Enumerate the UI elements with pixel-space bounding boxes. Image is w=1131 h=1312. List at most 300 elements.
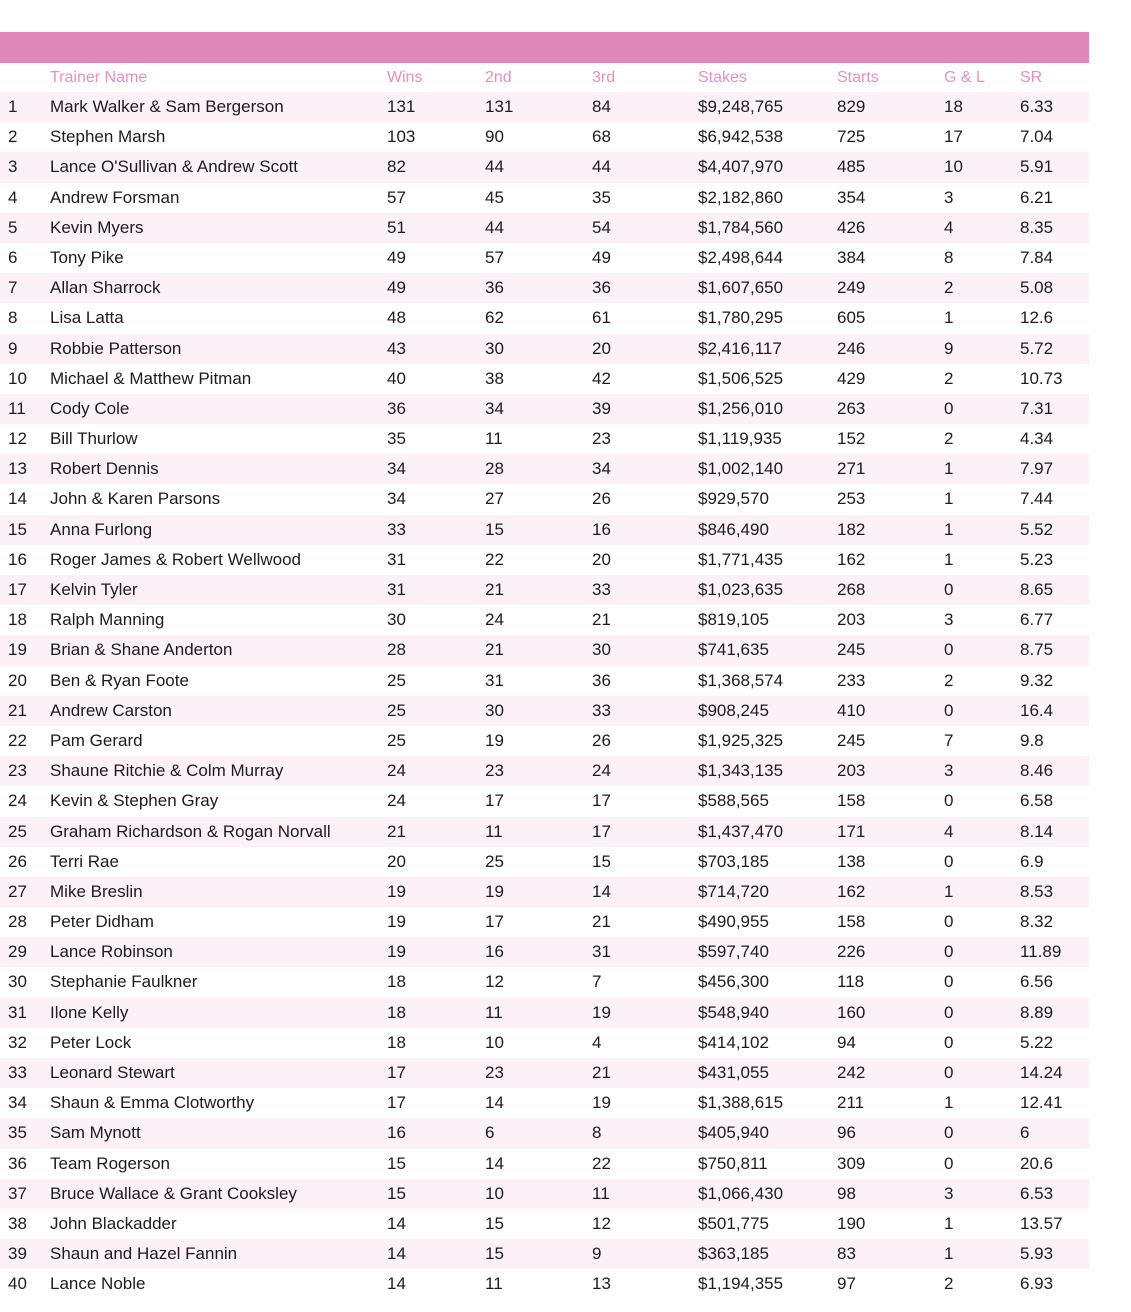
cell-group-listed: 3 bbox=[944, 761, 954, 781]
cell-rank: 24 bbox=[8, 791, 27, 811]
cell-second: 62 bbox=[485, 308, 504, 328]
cell-second: 28 bbox=[485, 459, 504, 479]
cell-third: 61 bbox=[592, 308, 611, 328]
cell-trainer-name: Kelvin Tyler bbox=[50, 580, 138, 599]
cell-stakes: $908,245 bbox=[698, 700, 769, 720]
table-row bbox=[0, 937, 1089, 967]
cell-wins: 16 bbox=[387, 1123, 406, 1143]
cell-trainer-name: Michael & Matthew Pitman bbox=[50, 368, 252, 388]
cell-rank: 33 bbox=[8, 1063, 27, 1082]
cell-stakes: $1,780,295 bbox=[698, 308, 784, 328]
cell-second: 23 bbox=[485, 1063, 504, 1082]
cell-trainer-name: Shaun & Emma Clotworthy bbox=[50, 1093, 255, 1113]
cell-wins: 21 bbox=[387, 821, 406, 841]
cell-wins: 28 bbox=[387, 640, 406, 660]
cell-third: 8 bbox=[592, 1123, 602, 1143]
cell-second: 10 bbox=[485, 1183, 504, 1203]
cell-second: 16 bbox=[485, 942, 504, 962]
cell-wins: 18 bbox=[387, 972, 406, 992]
cell-third: 12 bbox=[592, 1213, 611, 1233]
cell-second: 21 bbox=[485, 640, 504, 660]
table-row bbox=[0, 967, 1089, 997]
cell-wins: 49 bbox=[387, 278, 406, 298]
table-row bbox=[0, 998, 1089, 1028]
cell-second: 23 bbox=[485, 761, 504, 781]
cell-third: 49 bbox=[592, 247, 611, 267]
cell-strike-rate: 12.6 bbox=[1020, 308, 1054, 328]
cell-wins: 24 bbox=[387, 791, 406, 811]
cell-trainer-name: John & Karen Parsons bbox=[50, 489, 221, 509]
header-group-listed: G & L bbox=[944, 69, 985, 86]
header-stakes: Stakes bbox=[698, 69, 747, 86]
table-row bbox=[0, 1269, 1089, 1299]
cell-group-listed: 10 bbox=[944, 157, 963, 177]
cell-strike-rate: 9.32 bbox=[1020, 670, 1054, 690]
cell-second: 15 bbox=[485, 1244, 504, 1264]
cell-strike-rate: 8.53 bbox=[1020, 881, 1054, 901]
cell-trainer-name: Ben & Ryan Foote bbox=[50, 670, 189, 690]
cell-strike-rate: 8.89 bbox=[1020, 1002, 1054, 1022]
cell-strike-rate: 12.41 bbox=[1020, 1093, 1063, 1113]
cell-starts: 158 bbox=[837, 791, 866, 811]
cell-stakes: $846,490 bbox=[698, 519, 769, 539]
cell-wins: 17 bbox=[387, 1093, 406, 1113]
cell-strike-rate: 6.21 bbox=[1020, 187, 1054, 207]
cell-trainer-name: Kevin Myers bbox=[50, 217, 144, 237]
cell-wins: 57 bbox=[387, 187, 406, 207]
cell-stakes: $1,607,650 bbox=[698, 278, 784, 298]
table-body bbox=[0, 92, 1089, 1300]
cell-second: 44 bbox=[485, 217, 504, 237]
header-third: 3rd bbox=[592, 69, 616, 86]
cell-wins: 30 bbox=[387, 610, 406, 630]
cell-strike-rate: 14.24 bbox=[1020, 1063, 1063, 1082]
cell-trainer-name: Kevin & Stephen Gray bbox=[50, 791, 219, 811]
cell-strike-rate: 4.34 bbox=[1020, 429, 1054, 449]
cell-wins: 40 bbox=[387, 368, 406, 388]
cell-starts: 384 bbox=[837, 247, 866, 267]
cell-strike-rate: 6 bbox=[1020, 1123, 1030, 1143]
cell-third: 68 bbox=[592, 127, 611, 147]
cell-starts: 605 bbox=[837, 308, 866, 328]
cell-group-listed: 0 bbox=[944, 1002, 954, 1022]
table-row bbox=[0, 696, 1089, 726]
table-row bbox=[0, 1028, 1089, 1058]
cell-second: 15 bbox=[485, 1213, 504, 1233]
cell-trainer-name: Roger James & Robert Wellwood bbox=[50, 549, 302, 569]
cell-stakes: $1,771,435 bbox=[698, 549, 784, 569]
cell-stakes: $1,784,560 bbox=[698, 217, 784, 237]
cell-wins: 48 bbox=[387, 308, 406, 328]
cell-third: 17 bbox=[592, 821, 611, 841]
cell-trainer-name: Lance Noble bbox=[50, 1274, 146, 1294]
cell-rank: 18 bbox=[8, 610, 27, 630]
cell-group-listed: 1 bbox=[944, 881, 954, 901]
cell-third: 11 bbox=[592, 1183, 610, 1203]
cell-wins: 19 bbox=[387, 881, 406, 901]
cell-second: 36 bbox=[485, 278, 504, 298]
cell-third: 24 bbox=[592, 761, 611, 781]
header-second: 2nd bbox=[485, 69, 512, 86]
cell-starts: 211 bbox=[837, 1093, 865, 1113]
cell-rank: 11 bbox=[8, 398, 26, 418]
cell-third: 36 bbox=[592, 670, 611, 690]
cell-second: 21 bbox=[485, 580, 504, 599]
cell-wins: 25 bbox=[387, 670, 406, 690]
header-strike-rate: SR bbox=[1020, 69, 1043, 86]
cell-trainer-name: Graham Richardson & Rogan Norvall bbox=[50, 821, 331, 841]
cell-group-listed: 0 bbox=[944, 1123, 954, 1143]
cell-group-listed: 2 bbox=[944, 429, 954, 449]
cell-starts: 245 bbox=[837, 730, 866, 750]
cell-stakes: $1,002,140 bbox=[698, 459, 784, 479]
cell-starts: 152 bbox=[837, 429, 866, 449]
cell-group-listed: 2 bbox=[944, 670, 954, 690]
table-row bbox=[0, 1088, 1089, 1118]
cell-trainer-name: Bill Thurlow bbox=[50, 429, 138, 449]
cell-rank: 20 bbox=[8, 670, 27, 690]
cell-stakes: $431,055 bbox=[698, 1063, 769, 1082]
cell-strike-rate: 8.46 bbox=[1020, 761, 1054, 781]
cell-third: 21 bbox=[592, 610, 611, 630]
cell-wins: 82 bbox=[387, 157, 406, 177]
cell-trainer-name: Robbie Patterson bbox=[50, 338, 182, 358]
cell-stakes: $6,942,538 bbox=[698, 127, 784, 147]
cell-third: 4 bbox=[592, 1032, 602, 1052]
cell-rank: 32 bbox=[8, 1032, 27, 1052]
cell-group-listed: 0 bbox=[944, 912, 954, 932]
cell-third: 9 bbox=[592, 1244, 602, 1264]
cell-strike-rate: 8.35 bbox=[1020, 217, 1054, 237]
cell-stakes: $1,368,574 bbox=[698, 670, 784, 690]
cell-second: 11 bbox=[485, 1274, 503, 1294]
cell-strike-rate: 7.97 bbox=[1020, 459, 1054, 479]
cell-wins: 103 bbox=[387, 127, 416, 147]
cell-second: 6 bbox=[485, 1123, 495, 1143]
cell-rank: 31 bbox=[8, 1002, 27, 1022]
cell-group-listed: 1 bbox=[944, 519, 954, 539]
cell-group-listed: 4 bbox=[944, 217, 954, 237]
cell-starts: 410 bbox=[837, 700, 866, 720]
table-row bbox=[0, 213, 1089, 243]
cell-group-listed: 1 bbox=[944, 459, 954, 479]
cell-strike-rate: 8.65 bbox=[1020, 580, 1054, 599]
cell-strike-rate: 6.93 bbox=[1020, 1274, 1054, 1294]
cell-trainer-name: Team Rogerson bbox=[50, 1153, 171, 1173]
cell-third: 26 bbox=[592, 730, 611, 750]
cell-group-listed: 0 bbox=[944, 398, 954, 418]
cell-trainer-name: Leonard Stewart bbox=[50, 1063, 175, 1082]
cell-wins: 19 bbox=[387, 912, 406, 932]
cell-starts: 171 bbox=[837, 821, 866, 841]
cell-starts: 182 bbox=[837, 519, 866, 539]
cell-third: 34 bbox=[592, 459, 611, 479]
cell-stakes: $414,102 bbox=[698, 1032, 769, 1052]
cell-trainer-name: Bruce Wallace & Grant Cooksley bbox=[50, 1183, 297, 1203]
cell-wins: 15 bbox=[387, 1153, 406, 1173]
cell-group-listed: 0 bbox=[944, 580, 954, 599]
cell-second: 45 bbox=[485, 187, 504, 207]
cell-second: 131 bbox=[485, 97, 514, 116]
table-header-row bbox=[0, 63, 1089, 92]
cell-group-listed: 1 bbox=[944, 1213, 954, 1233]
cell-strike-rate: 5.08 bbox=[1020, 278, 1054, 298]
cell-third: 26 bbox=[592, 489, 611, 509]
cell-trainer-name: Allan Sharrock bbox=[50, 278, 161, 298]
cell-rank: 4 bbox=[8, 187, 18, 207]
cell-stakes: $1,388,615 bbox=[698, 1093, 784, 1113]
cell-stakes: $750,811 bbox=[698, 1153, 768, 1173]
cell-second: 30 bbox=[485, 338, 504, 358]
cell-stakes: $597,740 bbox=[698, 942, 769, 962]
cell-third: 17 bbox=[592, 791, 611, 811]
cell-wins: 35 bbox=[387, 429, 406, 449]
cell-wins: 19 bbox=[387, 942, 406, 962]
cell-group-listed: 17 bbox=[944, 127, 963, 147]
cell-strike-rate: 7.84 bbox=[1020, 247, 1054, 267]
cell-rank: 13 bbox=[8, 459, 27, 479]
cell-stakes: $1,925,325 bbox=[698, 730, 784, 750]
table-row bbox=[0, 726, 1089, 756]
cell-trainer-name: Mike Breslin bbox=[50, 881, 143, 901]
cell-rank: 21 bbox=[8, 700, 27, 720]
cell-third: 7 bbox=[592, 972, 602, 992]
cell-starts: 271 bbox=[837, 459, 866, 479]
cell-group-listed: 3 bbox=[944, 1183, 954, 1203]
cell-second: 19 bbox=[485, 730, 504, 750]
cell-rank: 12 bbox=[8, 429, 27, 449]
cell-third: 22 bbox=[592, 1153, 611, 1173]
cell-trainer-name: John Blackadder bbox=[50, 1213, 177, 1233]
table-row bbox=[0, 454, 1089, 484]
table-row bbox=[0, 1179, 1089, 1209]
cell-group-listed: 0 bbox=[944, 972, 954, 992]
table-row bbox=[0, 484, 1089, 514]
cell-stakes: $1,023,635 bbox=[698, 580, 784, 599]
cell-strike-rate: 5.52 bbox=[1020, 519, 1054, 539]
cell-second: 10 bbox=[485, 1032, 504, 1052]
cell-starts: 246 bbox=[837, 338, 866, 358]
cell-trainer-name: Andrew Forsman bbox=[50, 187, 180, 207]
cell-stakes: $741,635 bbox=[698, 640, 769, 660]
table-row bbox=[0, 273, 1089, 303]
cell-strike-rate: 6.56 bbox=[1020, 972, 1054, 992]
cell-starts: 118 bbox=[837, 972, 865, 992]
header-wins: Wins bbox=[387, 69, 423, 86]
cell-rank: 25 bbox=[8, 821, 27, 841]
cell-stakes: $4,407,970 bbox=[698, 157, 784, 177]
trainer-standings-table bbox=[0, 63, 1089, 1300]
cell-strike-rate: 5.72 bbox=[1020, 338, 1054, 358]
cell-stakes: $2,416,117 bbox=[698, 338, 782, 358]
cell-stakes: $588,565 bbox=[698, 791, 769, 811]
cell-trainer-name: Shaun and Hazel Fannin bbox=[50, 1244, 238, 1264]
cell-rank: 35 bbox=[8, 1123, 27, 1143]
cell-third: 33 bbox=[592, 580, 611, 599]
cell-third: 21 bbox=[592, 912, 611, 932]
cell-third: 23 bbox=[592, 429, 611, 449]
cell-strike-rate: 6.77 bbox=[1020, 610, 1054, 630]
cell-third: 42 bbox=[592, 368, 611, 388]
cell-trainer-name: Anna Furlong bbox=[50, 519, 153, 539]
cell-strike-rate: 8.75 bbox=[1020, 640, 1054, 660]
cell-third: 39 bbox=[592, 398, 611, 418]
cell-second: 90 bbox=[485, 127, 504, 147]
cell-starts: 138 bbox=[837, 851, 866, 871]
cell-group-listed: 0 bbox=[944, 791, 954, 811]
cell-rank: 17 bbox=[8, 580, 27, 599]
cell-rank: 3 bbox=[8, 157, 18, 177]
cell-strike-rate: 8.32 bbox=[1020, 912, 1054, 932]
cell-third: 19 bbox=[592, 1093, 611, 1113]
cell-starts: 268 bbox=[837, 580, 866, 599]
table-row bbox=[0, 152, 1089, 182]
table-row bbox=[0, 635, 1089, 665]
header-trainer-name: Trainer Name bbox=[50, 69, 148, 86]
table-row bbox=[0, 575, 1089, 605]
cell-third: 33 bbox=[592, 700, 611, 720]
cell-trainer-name: Shaune Ritchie & Colm Murray bbox=[50, 761, 284, 781]
cell-stakes: $1,194,355 bbox=[698, 1274, 784, 1294]
cell-group-listed: 9 bbox=[944, 338, 954, 358]
cell-rank: 6 bbox=[8, 247, 18, 267]
table-row bbox=[0, 1209, 1089, 1239]
cell-wins: 33 bbox=[387, 519, 406, 539]
cell-starts: 233 bbox=[837, 670, 866, 690]
cell-trainer-name: Stephanie Faulkner bbox=[50, 972, 198, 992]
cell-second: 11 bbox=[485, 821, 503, 841]
cell-second: 24 bbox=[485, 610, 504, 630]
cell-third: 31 bbox=[592, 942, 611, 962]
cell-stakes: $703,185 bbox=[698, 851, 769, 871]
cell-stakes: $1,119,935 bbox=[698, 429, 782, 449]
cell-strike-rate: 7.44 bbox=[1020, 489, 1054, 509]
cell-group-listed: 0 bbox=[944, 640, 954, 660]
cell-second: 44 bbox=[485, 157, 504, 177]
cell-group-listed: 3 bbox=[944, 187, 954, 207]
cell-trainer-name: Ilone Kelly bbox=[50, 1002, 129, 1022]
cell-rank: 30 bbox=[8, 972, 27, 992]
cell-strike-rate: 11.89 bbox=[1020, 942, 1062, 962]
cell-stakes: $2,182,860 bbox=[698, 187, 784, 207]
cell-trainer-name: Pam Gerard bbox=[50, 730, 143, 750]
cell-wins: 14 bbox=[387, 1213, 406, 1233]
cell-trainer-name: Lance O'Sullivan & Andrew Scott bbox=[50, 157, 298, 177]
cell-starts: 354 bbox=[837, 187, 866, 207]
cell-third: 13 bbox=[592, 1274, 611, 1294]
cell-rank: 16 bbox=[8, 549, 27, 569]
cell-second: 19 bbox=[485, 881, 504, 901]
cell-trainer-name: Ralph Manning bbox=[50, 610, 165, 630]
cell-rank: 39 bbox=[8, 1244, 27, 1264]
table-row bbox=[0, 515, 1089, 545]
cell-rank: 19 bbox=[8, 640, 27, 660]
cell-starts: 226 bbox=[837, 942, 866, 962]
cell-stakes: $819,105 bbox=[698, 610, 769, 630]
cell-group-listed: 18 bbox=[944, 97, 963, 116]
cell-stakes: $1,256,010 bbox=[698, 398, 784, 418]
cell-wins: 20 bbox=[387, 851, 406, 871]
table-row bbox=[0, 666, 1089, 696]
cell-trainer-name: Terri Rae bbox=[50, 851, 119, 871]
cell-starts: 245 bbox=[837, 640, 866, 660]
cell-group-listed: 1 bbox=[944, 489, 954, 509]
cell-stakes: $1,506,525 bbox=[698, 368, 784, 388]
cell-wins: 31 bbox=[387, 580, 406, 599]
cell-trainer-name: Tony Pike bbox=[50, 247, 124, 267]
cell-wins: 51 bbox=[387, 217, 406, 237]
cell-third: 35 bbox=[592, 187, 611, 207]
cell-third: 36 bbox=[592, 278, 611, 298]
cell-second: 11 bbox=[485, 429, 503, 449]
cell-second: 14 bbox=[485, 1153, 504, 1173]
table-row bbox=[0, 122, 1089, 152]
cell-rank: 34 bbox=[8, 1093, 27, 1113]
cell-strike-rate: 5.91 bbox=[1020, 157, 1054, 177]
cell-rank: 23 bbox=[8, 761, 27, 781]
cell-starts: 426 bbox=[837, 217, 866, 237]
cell-trainer-name: Robert Dennis bbox=[50, 459, 159, 479]
cell-group-listed: 4 bbox=[944, 821, 954, 841]
cell-starts: 263 bbox=[837, 398, 866, 418]
cell-second: 57 bbox=[485, 247, 504, 267]
cell-stakes: $929,570 bbox=[698, 489, 769, 509]
cell-second: 17 bbox=[485, 912, 504, 932]
cell-starts: 160 bbox=[837, 1002, 866, 1022]
cell-group-listed: 3 bbox=[944, 610, 954, 630]
cell-trainer-name: Cody Cole bbox=[50, 398, 130, 418]
cell-group-listed: 1 bbox=[944, 1093, 954, 1113]
cell-rank: 7 bbox=[8, 278, 18, 298]
cell-rank: 40 bbox=[8, 1274, 27, 1294]
cell-wins: 14 bbox=[387, 1274, 406, 1294]
cell-group-listed: 1 bbox=[944, 308, 954, 328]
cell-stakes: $456,300 bbox=[698, 972, 769, 992]
table-row bbox=[0, 394, 1089, 424]
cell-group-listed: 0 bbox=[944, 942, 954, 962]
cell-starts: 162 bbox=[837, 549, 866, 569]
cell-second: 17 bbox=[485, 791, 504, 811]
cell-third: 20 bbox=[592, 549, 611, 569]
cell-strike-rate: 20.6 bbox=[1020, 1153, 1054, 1173]
cell-trainer-name: Mark Walker & Sam Bergerson bbox=[50, 97, 284, 116]
cell-strike-rate: 7.31 bbox=[1020, 398, 1054, 418]
cell-second: 22 bbox=[485, 549, 504, 569]
cell-trainer-name: Peter Didham bbox=[50, 912, 154, 932]
table-row bbox=[0, 817, 1089, 847]
cell-group-listed: 2 bbox=[944, 1274, 954, 1294]
cell-starts: 725 bbox=[837, 127, 866, 147]
cell-rank: 15 bbox=[8, 519, 27, 539]
cell-second: 14 bbox=[485, 1093, 504, 1113]
cell-starts: 94 bbox=[837, 1032, 856, 1052]
cell-strike-rate: 9.8 bbox=[1020, 730, 1044, 750]
cell-strike-rate: 7.04 bbox=[1020, 127, 1054, 147]
cell-rank: 1 bbox=[8, 97, 18, 116]
cell-stakes: $363,185 bbox=[698, 1244, 769, 1264]
cell-trainer-name: Peter Lock bbox=[50, 1032, 132, 1052]
table-row bbox=[0, 756, 1089, 786]
cell-second: 15 bbox=[485, 519, 504, 539]
cell-stakes: $490,955 bbox=[698, 912, 769, 932]
cell-second: 25 bbox=[485, 851, 504, 871]
table-row bbox=[0, 243, 1089, 273]
cell-stakes: $1,437,470 bbox=[698, 821, 784, 841]
cell-wins: 31 bbox=[387, 549, 406, 569]
cell-stakes: $1,343,135 bbox=[698, 761, 784, 781]
cell-third: 44 bbox=[592, 157, 611, 177]
cell-wins: 18 bbox=[387, 1002, 406, 1022]
